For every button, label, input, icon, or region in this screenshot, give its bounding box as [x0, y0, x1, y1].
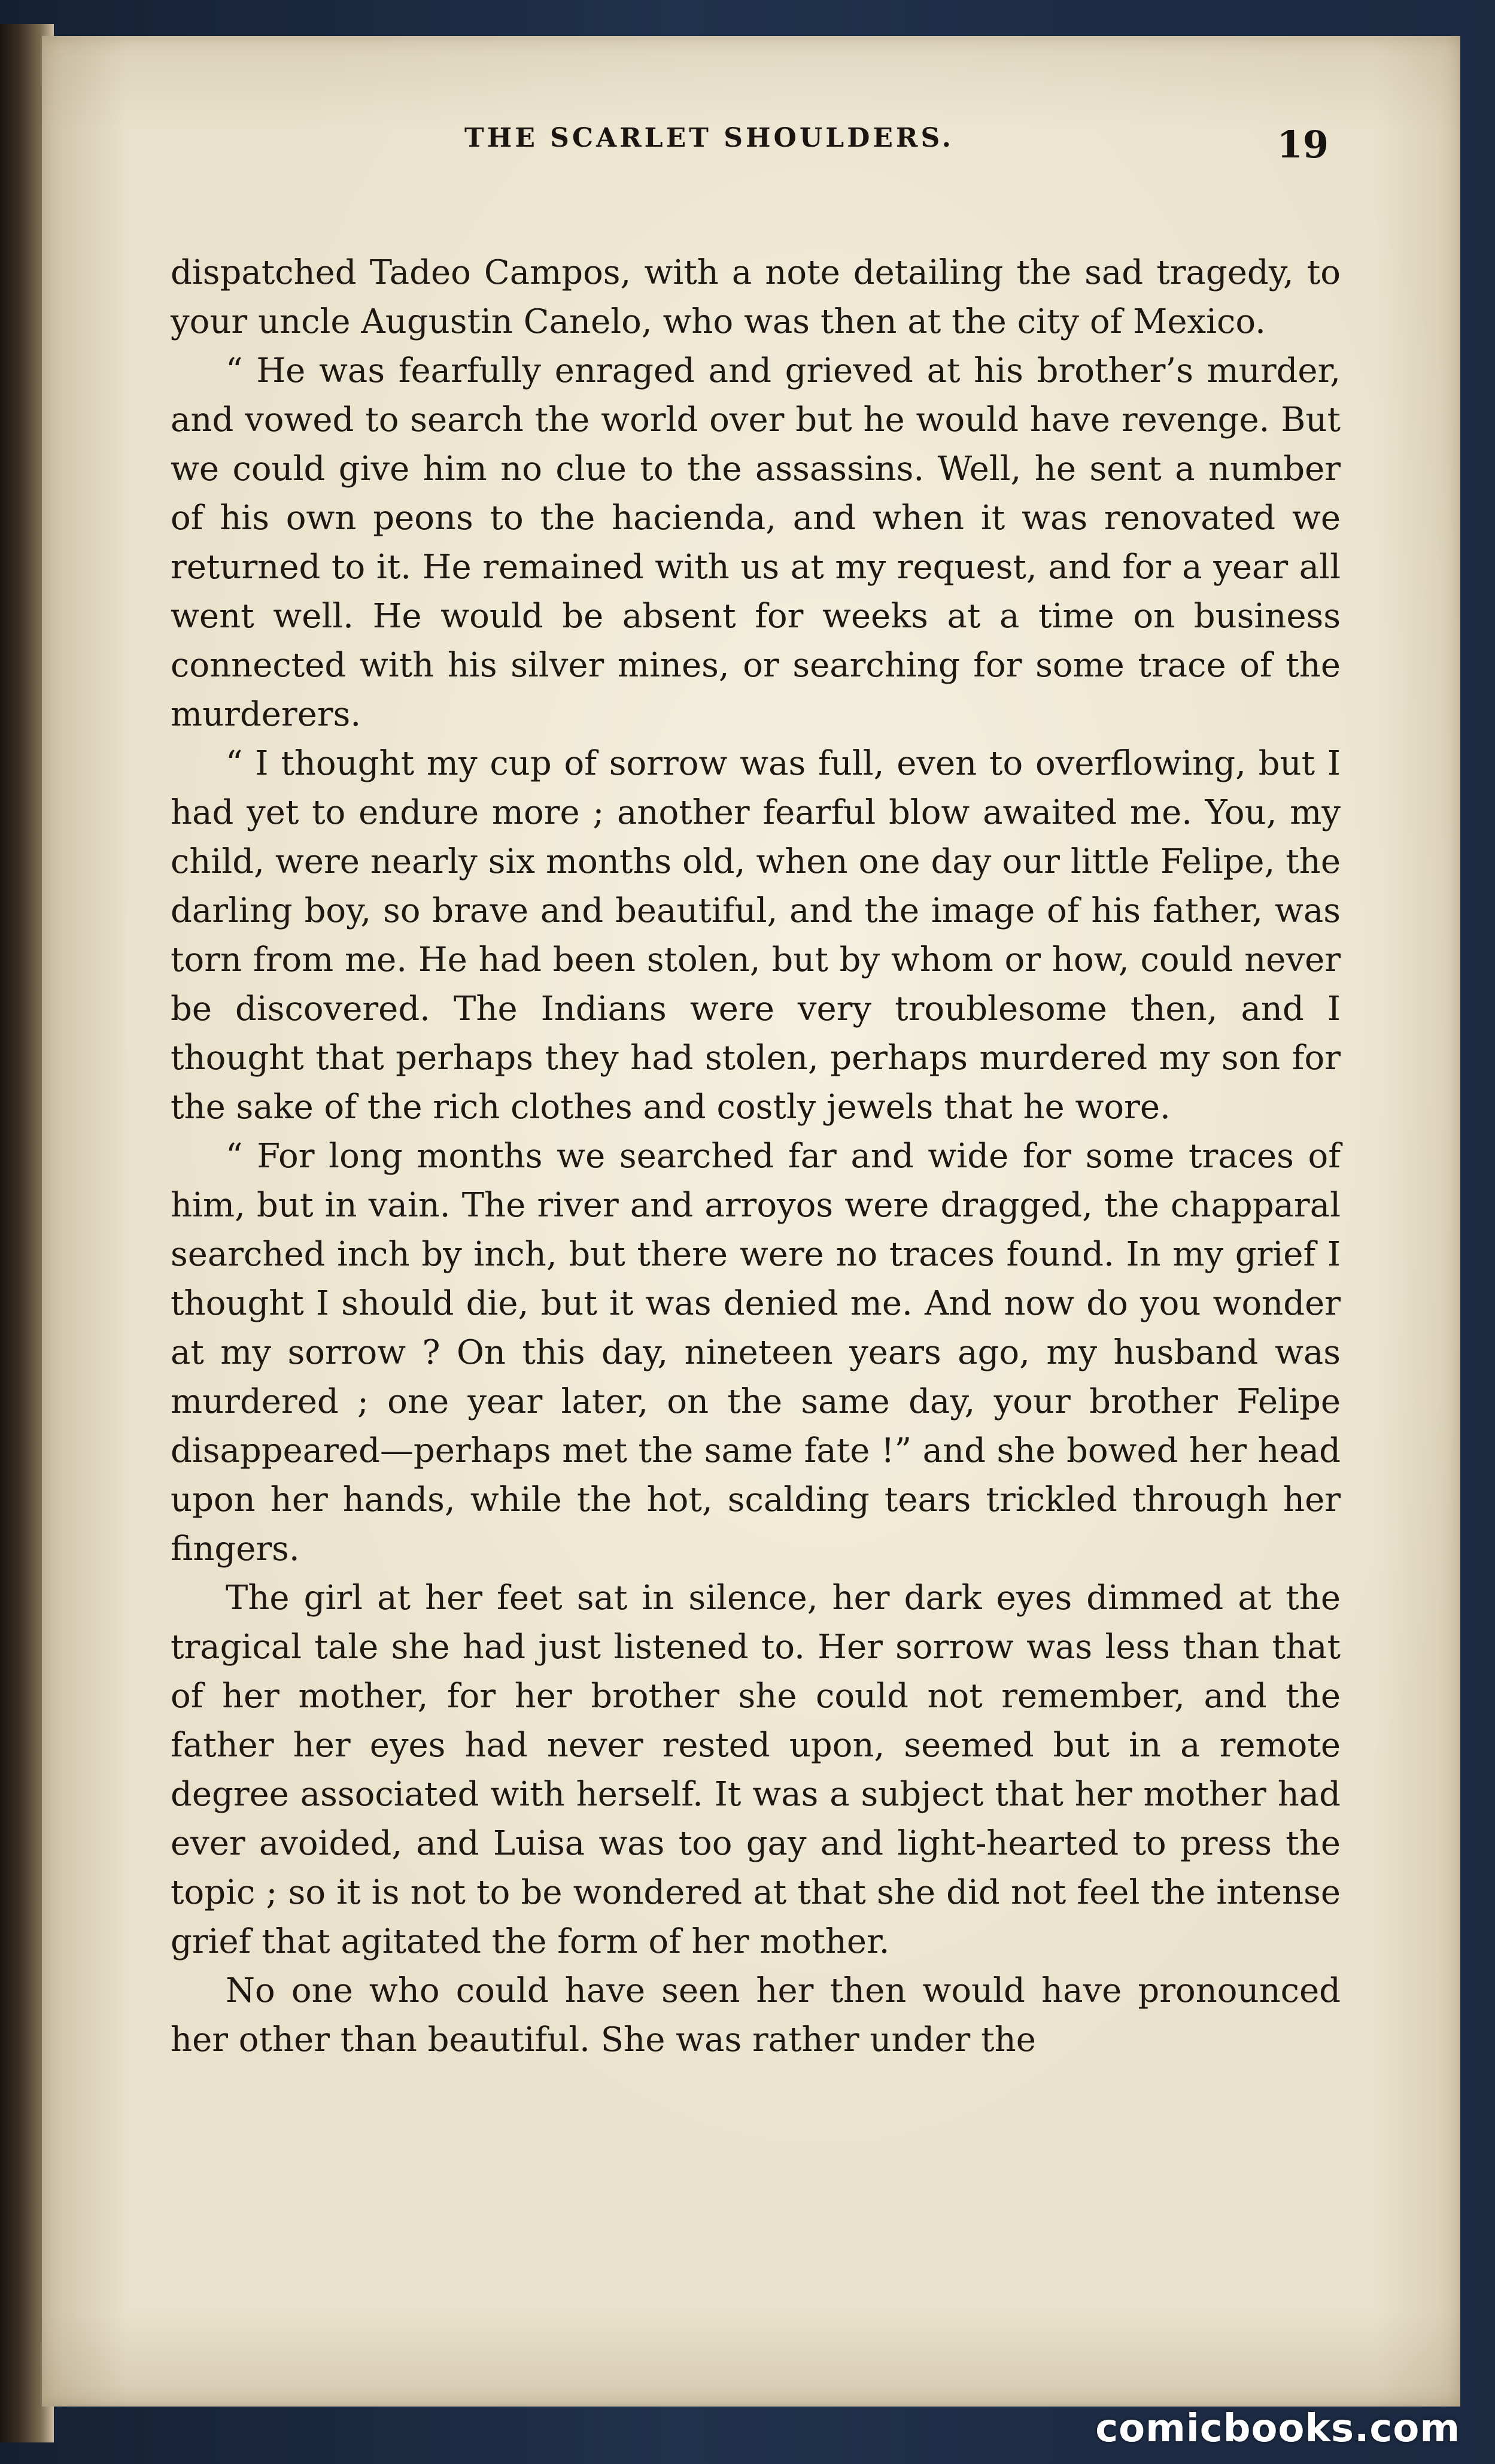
- paragraph: The girl at her feet sat in silence, her dark eyes dimmed at the tragical tale she had just listened to. Her sorrow was less than that of her mother, for her brother she could not remember, and the father her eyes had never rested upon, seemed but in a remote degree associated with herself. It was a subject that her mother had ever avoided, and Luisa was too gay and light-hearted to press the topic ; so it is not to be wondered at that she did not feel the intense grief that agitated the form of her mother.: [171, 1579, 1341, 1961]
- page-number: 19: [1277, 123, 1329, 166]
- running-head: [132, 123, 1329, 166]
- paragraph: “ For long months we searched far and wide for some traces of him, but in vain. The river and arroyos were dragged, the chapparal searched inch by inch, but there were no traces found. In my grief I thought I should die, but it was denied me. And now do you wonder at my sorrow ? On this day, nineteen years ago, my husband was murdered ; one year later, on the same day, your brother Felipe disappeared—perhaps met the same fate !” and she bowed her head upon her hands, while the hot, scalding tears trickled through her fingers.: [171, 1137, 1341, 1568]
- paragraph: “ I thought my cup of sorrow was full, even to overflowing, but I had yet to endure more ; another fearful blow awaited me. You, my child, were nearly six months old, when one day our little Felipe, the darling boy, so brave and beautiful, and the image of his father, was torn from me. He had been stolen, but by whom or how, could never be discovered. The Indians were very troublesome then, and I thought that perhaps they had stolen, perhaps murdered my son for the sake of the rich clothes and costly jewels that he wore.: [171, 744, 1341, 1127]
- body-text: [171, 248, 1341, 2065]
- site-watermark: comicbooks.com: [1095, 2407, 1460, 2451]
- paragraph: No one who could have seen her then would have pronounced her other than beautiful. She was rather under the: [171, 1971, 1341, 2059]
- paragraph: dispatched Tadeo Campos, with a note detailing the sad tragedy, to your uncle Augustin Canelo, who was then at the city of Mexico.: [171, 253, 1341, 341]
- paragraph: “ He was fearfully enraged and grieved at his brother’s murder, and vowed to search the world over but he would have revenge. But we could give him no clue to the assassins. Well, he sent a number of his own peons to the hacienda, and when it was renovated we returned to it. He remained with us at my request, and for a year all went well. He would be absent for weeks at a time on business connected with his silver mines, or searching for some trace of the murderers.: [171, 351, 1341, 734]
- running-head-title: THE SCARLET SHOULDERS.: [464, 123, 954, 153]
